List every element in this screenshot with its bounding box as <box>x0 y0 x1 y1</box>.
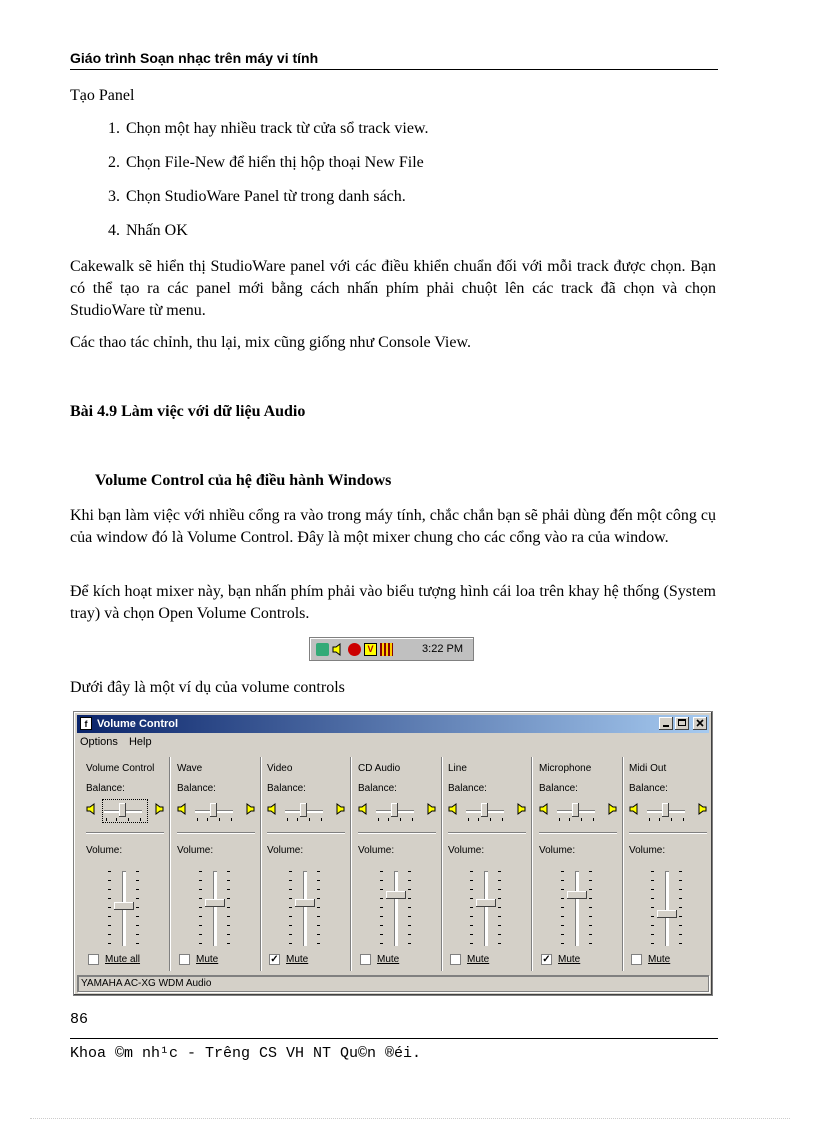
channel-separator <box>531 757 532 971</box>
system-tray <box>309 637 474 661</box>
volume-tick <box>679 889 682 890</box>
paragraph-cakewalk: Cakewalk sẽ hiển thị StudioWare panel với các điều khiển chuẩn đối với mỗi track được chọn. Bạn có thể tạo ra các panel mới bằng cách nhấn phím phải chuột lên các track đã chọn và chọn StudioWare từ menu. <box>70 258 716 319</box>
volume-label: Volume: <box>358 845 395 856</box>
volume-label: Volume: <box>177 845 214 856</box>
volume-tick <box>289 925 292 926</box>
volume-tick <box>408 916 411 917</box>
volume-tick <box>561 943 564 944</box>
volume-tick <box>470 907 473 908</box>
volume-tick <box>651 880 654 881</box>
volume-tick <box>589 916 592 917</box>
volume-tick <box>561 871 564 872</box>
volume-tick <box>380 907 383 908</box>
mute-checkbox-box[interactable] <box>88 954 99 965</box>
balance-slider[interactable] <box>535 797 621 823</box>
volume-tick <box>199 907 202 908</box>
volume-tick <box>108 898 111 899</box>
volume-tick <box>136 871 139 872</box>
maximize-button[interactable] <box>675 717 689 730</box>
mute-label[interactable]: Mute <box>648 954 671 965</box>
volume-tick <box>199 925 202 926</box>
balance-tick <box>309 818 310 821</box>
volume-tick <box>108 880 111 881</box>
volume-track[interactable] <box>665 871 669 946</box>
balance-slider[interactable] <box>354 797 440 823</box>
volume-tick <box>136 898 139 899</box>
speaker-icon <box>695 803 707 815</box>
volume-tick <box>498 943 501 944</box>
status-bar <box>77 975 709 992</box>
volume-tick <box>589 880 592 881</box>
volume-tick <box>498 916 501 917</box>
list-item: 4. Nhấn OK <box>108 222 188 239</box>
balance-tick <box>297 818 298 821</box>
volume-tick <box>227 889 230 890</box>
volume-tick <box>136 907 139 908</box>
volume-tick <box>317 880 320 881</box>
balance-tick <box>106 818 107 821</box>
minimize-button[interactable] <box>659 717 673 730</box>
speaker-icon <box>448 803 460 815</box>
subsection-title: Volume Control của hệ điều hành Windows <box>95 472 392 489</box>
mixer-channel <box>171 757 261 975</box>
volume-tick <box>317 934 320 935</box>
volume-tick <box>408 889 411 890</box>
speaker-icon <box>605 803 617 815</box>
balance-tick <box>683 818 684 821</box>
volume-tick <box>227 943 230 944</box>
menu-options[interactable]: Options <box>80 736 118 748</box>
network-icon[interactable] <box>316 643 329 656</box>
volume-tick <box>199 934 202 935</box>
volume-tick <box>408 943 411 944</box>
volume-tick <box>679 943 682 944</box>
balance-tick <box>569 818 570 821</box>
volume-tick <box>227 907 230 908</box>
volume-tick <box>561 925 564 926</box>
volume-tick <box>679 898 682 899</box>
volume-tick <box>679 907 682 908</box>
volume-tick <box>380 898 383 899</box>
volume-tick <box>317 871 320 872</box>
volume-tick <box>561 934 564 935</box>
channel-divider <box>358 832 436 833</box>
menu-help[interactable]: Help <box>128 736 152 748</box>
volume-tick <box>498 907 501 908</box>
meter-icon[interactable] <box>380 643 393 656</box>
balance-slider[interactable] <box>173 797 259 823</box>
speaker-icon <box>243 803 255 815</box>
volume-tick <box>679 916 682 917</box>
volume-track[interactable] <box>575 871 579 946</box>
list-item: 2. Chọn File-New để hiển thị hộp thoại New File <box>108 154 424 171</box>
lesson-title: Bài 4.9 Làm việc với dữ liệu Audio <box>70 403 306 420</box>
channel-name: Midi Out <box>629 763 667 774</box>
mute-label[interactable]: Mute <box>467 954 490 965</box>
balance-tick <box>490 818 491 821</box>
volume-tick <box>199 943 202 944</box>
speaker-icon[interactable] <box>332 643 345 656</box>
balance-tick <box>116 818 117 821</box>
volume-tick <box>589 898 592 899</box>
volume-tick <box>679 871 682 872</box>
status-text: YAMAHA AC-XG WDM Audio <box>81 978 212 989</box>
balance-tick <box>502 818 503 821</box>
balance-thumb[interactable] <box>572 803 579 817</box>
volume-tick <box>498 898 501 899</box>
channel-divider <box>267 832 345 833</box>
volume-thumb[interactable] <box>567 891 587 899</box>
volume-track[interactable] <box>303 871 307 946</box>
volume-tick <box>651 925 654 926</box>
volume-tick <box>289 889 292 890</box>
volume-tick <box>199 916 202 917</box>
balance-tick <box>559 818 560 821</box>
mute-checkbox-box[interactable] <box>179 954 190 965</box>
volume-tick <box>136 943 139 944</box>
mixer-channel <box>80 757 170 975</box>
volume-tick <box>317 889 320 890</box>
volume-label: Volume: <box>539 845 576 856</box>
volume-tick <box>470 898 473 899</box>
volume-tick <box>651 889 654 890</box>
volume-tick <box>380 925 383 926</box>
v-icon[interactable]: V <box>364 643 377 656</box>
volume-tick <box>561 898 564 899</box>
channel-divider <box>448 832 526 833</box>
speaker-icon <box>177 803 189 815</box>
volume-tick <box>227 871 230 872</box>
volume-tick <box>108 889 111 890</box>
volume-tick <box>470 889 473 890</box>
volume-tick <box>470 934 473 935</box>
window-title: Volume Control <box>97 718 179 730</box>
balance-tick <box>649 818 650 821</box>
volume-tick <box>317 943 320 944</box>
balance-label: Balance: <box>267 783 306 794</box>
balance-label: Balance: <box>629 783 668 794</box>
volume-tick <box>108 934 111 935</box>
page-number: 86 <box>70 1011 89 1028</box>
volume-tick <box>380 880 383 881</box>
volume-tick <box>470 916 473 917</box>
volume-tick <box>199 871 202 872</box>
channel-divider <box>629 832 707 833</box>
volume-tick <box>561 889 564 890</box>
volume-tick <box>136 889 139 890</box>
list-item: 1. Chọn một hay nhiều track từ cửa sổ track view. <box>108 120 429 137</box>
channel-divider <box>539 832 617 833</box>
volume-tick <box>498 880 501 881</box>
channel-name: CD Audio <box>358 763 401 774</box>
volume-tick <box>561 916 564 917</box>
volume-tick <box>136 934 139 935</box>
volume-tick <box>108 925 111 926</box>
channel-separator <box>169 757 170 971</box>
speaker-icon <box>424 803 436 815</box>
paragraph-operations: Các thao tác chỉnh, thu lại, mix cũng giống như Console View. <box>70 334 471 351</box>
page-edge <box>30 1118 790 1119</box>
volume-tick <box>108 871 111 872</box>
mute-label[interactable]: Mute <box>377 954 400 965</box>
channel-name: Microphone <box>539 763 592 774</box>
menu-bar <box>80 736 160 752</box>
volume-tick <box>651 934 654 935</box>
title-bar[interactable] <box>77 715 709 733</box>
volume-control-window <box>73 711 713 996</box>
volume-label: Volume: <box>86 845 123 856</box>
volume-tick <box>108 907 111 908</box>
page-footer <box>70 1038 718 1062</box>
speaker-icon <box>267 803 279 815</box>
volume-track[interactable] <box>213 871 217 946</box>
volume-tick <box>408 880 411 881</box>
balance-tick <box>671 818 672 821</box>
volume-tick <box>380 934 383 935</box>
volume-tick <box>498 934 501 935</box>
volume-tick <box>498 889 501 890</box>
mixer-channel <box>533 757 623 975</box>
balance-tick <box>140 818 141 821</box>
header-title: Giáo trình Soạn nhạc trên máy vi tính <box>70 50 319 66</box>
mute-checkbox-box[interactable] <box>631 954 642 965</box>
volume-tick <box>227 934 230 935</box>
channel-name: Wave <box>177 763 203 774</box>
balance-label: Balance: <box>448 783 487 794</box>
balance-tick <box>321 818 322 821</box>
volume-tick <box>199 880 202 881</box>
volume-tick <box>679 934 682 935</box>
channel-divider <box>86 832 164 833</box>
balance-slider[interactable] <box>82 797 168 823</box>
volume-tick <box>408 871 411 872</box>
volume-tick <box>589 871 592 872</box>
mute-checkbox-box[interactable]: ✓ <box>542 954 551 965</box>
mixer-channel <box>442 757 532 975</box>
volume-tick <box>317 907 320 908</box>
balance-label: Balance: <box>539 783 578 794</box>
list-item: 3. Chọn StudioWare Panel từ trong danh sách. <box>108 188 406 205</box>
balance-thumb[interactable] <box>210 803 217 817</box>
balance-slider[interactable] <box>263 797 349 823</box>
volume-tick <box>227 925 230 926</box>
volume-tick <box>317 916 320 917</box>
page-header <box>70 50 718 70</box>
app-icon[interactable]: f <box>80 717 92 730</box>
volume-tick <box>651 898 654 899</box>
balance-tick <box>478 818 479 821</box>
volume-tick <box>589 943 592 944</box>
volume-tick <box>289 916 292 917</box>
volume-tick <box>408 925 411 926</box>
volume-tick <box>470 943 473 944</box>
volume-tick <box>470 925 473 926</box>
volume-tick <box>408 898 411 899</box>
volume-label: Volume: <box>267 845 304 856</box>
ati-icon[interactable] <box>348 643 361 656</box>
volume-tick <box>289 898 292 899</box>
volume-tick <box>589 934 592 935</box>
volume-thumb[interactable] <box>295 899 315 907</box>
volume-tick <box>227 916 230 917</box>
volume-label: Volume: <box>448 845 485 856</box>
volume-tick <box>289 871 292 872</box>
balance-tick <box>287 818 288 821</box>
volume-tick <box>589 907 592 908</box>
volume-tick <box>289 934 292 935</box>
volume-label: Volume: <box>629 845 666 856</box>
mixer-channel <box>261 757 351 975</box>
volume-tick <box>108 916 111 917</box>
volume-tick <box>651 907 654 908</box>
mute-label[interactable]: Mute <box>286 954 309 965</box>
volume-thumb[interactable] <box>114 902 134 910</box>
volume-tick <box>199 898 202 899</box>
volume-tick <box>317 925 320 926</box>
volume-track[interactable] <box>394 871 398 946</box>
balance-thumb[interactable] <box>300 803 307 817</box>
volume-tick <box>136 880 139 881</box>
balance-slider[interactable] <box>444 797 530 823</box>
balance-thumb[interactable] <box>119 803 126 817</box>
volume-thumb[interactable] <box>386 891 406 899</box>
balance-label: Balance: <box>358 783 397 794</box>
channel-name: Volume Control <box>86 763 155 774</box>
balance-label: Balance: <box>86 783 125 794</box>
paragraph-activate: Để kích hoạt mixer này, bạn nhấn phím phải vào biểu tượng hình cái loa trên khay hệ thống (System tray) và chọn Open Volume Controls. <box>70 583 716 622</box>
volume-tick <box>108 943 111 944</box>
mixer-channels <box>80 757 706 975</box>
volume-thumb[interactable] <box>205 899 225 907</box>
volume-tick <box>561 907 564 908</box>
balance-label: Balance: <box>177 783 216 794</box>
speaker-icon <box>152 803 164 815</box>
volume-tick <box>136 916 139 917</box>
speaker-icon <box>333 803 345 815</box>
mute-checkbox-box[interactable] <box>450 954 461 965</box>
volume-tick <box>470 880 473 881</box>
steps-list <box>70 116 428 252</box>
volume-tick <box>317 898 320 899</box>
balance-tick <box>659 818 660 821</box>
volume-thumb[interactable] <box>657 910 677 918</box>
volume-tick <box>498 925 501 926</box>
volume-tick <box>651 871 654 872</box>
volume-thumb[interactable] <box>476 899 496 907</box>
speaker-icon <box>86 803 98 815</box>
balance-slider[interactable] <box>625 797 711 823</box>
balance-tick <box>412 818 413 821</box>
volume-tick <box>498 871 501 872</box>
balance-tick <box>378 818 379 821</box>
volume-tick <box>289 907 292 908</box>
volume-tick <box>589 925 592 926</box>
footer-text: Khoa ©m nh¹c - Trêng CS VH NT Qu©n ®éi. <box>70 1045 422 1062</box>
volume-tick <box>199 889 202 890</box>
volume-tick <box>408 907 411 908</box>
mute-label[interactable]: Mute <box>558 954 581 965</box>
volume-tick <box>380 889 383 890</box>
volume-tick <box>227 880 230 881</box>
volume-track[interactable] <box>484 871 488 946</box>
volume-tick <box>679 880 682 881</box>
volume-tick <box>380 871 383 872</box>
volume-tick <box>651 943 654 944</box>
volume-tick <box>561 880 564 881</box>
paragraph-intro: Khi bạn làm việc với nhiều cổng ra vào trong máy tính, chắc chắn bạn sẽ phải dùng đến một công cụ của window đó là Volume Control. Đây là một mixer chung cho các cổng vào ra của window. <box>70 507 716 546</box>
tray-clock[interactable]: 3:22 PM <box>422 643 463 655</box>
mute-checkbox-box[interactable]: ✓ <box>270 954 279 965</box>
mute-label[interactable]: Mute <box>196 954 219 965</box>
volume-tick <box>470 871 473 872</box>
balance-tick <box>581 818 582 821</box>
volume-tick <box>289 880 292 881</box>
mixer-channel <box>623 757 713 975</box>
balance-tick <box>388 818 389 821</box>
speaker-icon <box>629 803 641 815</box>
mixer-channel <box>352 757 442 975</box>
balance-tick <box>128 818 129 821</box>
volume-tick <box>380 943 383 944</box>
balance-thumb[interactable] <box>662 803 669 817</box>
speaker-icon <box>539 803 551 815</box>
balance-tick <box>468 818 469 821</box>
channel-name: Video <box>267 763 293 774</box>
volume-tick <box>136 925 139 926</box>
channel-divider <box>177 832 255 833</box>
close-button[interactable] <box>693 717 707 730</box>
balance-tick <box>207 818 208 821</box>
volume-tick <box>289 943 292 944</box>
speaker-icon <box>358 803 370 815</box>
balance-tick <box>197 818 198 821</box>
volume-tick <box>227 898 230 899</box>
mute-checkbox-box[interactable] <box>360 954 371 965</box>
section-heading-panel: Tạo Panel <box>70 87 135 104</box>
volume-tick <box>651 916 654 917</box>
balance-tick <box>593 818 594 821</box>
balance-thumb[interactable] <box>391 803 398 817</box>
balance-tick <box>219 818 220 821</box>
paragraph-example: Dưới đây là một ví dụ của volume controls <box>70 679 345 696</box>
channel-name: Line <box>448 763 467 774</box>
channel-separator <box>350 757 351 971</box>
balance-tick <box>231 818 232 821</box>
volume-tick <box>679 925 682 926</box>
speaker-icon <box>514 803 526 815</box>
volume-tick <box>589 889 592 890</box>
balance-thumb[interactable] <box>481 803 488 817</box>
volume-tick <box>380 916 383 917</box>
volume-tick <box>408 934 411 935</box>
balance-tick <box>400 818 401 821</box>
mute-label[interactable]: Mute all <box>105 954 141 965</box>
